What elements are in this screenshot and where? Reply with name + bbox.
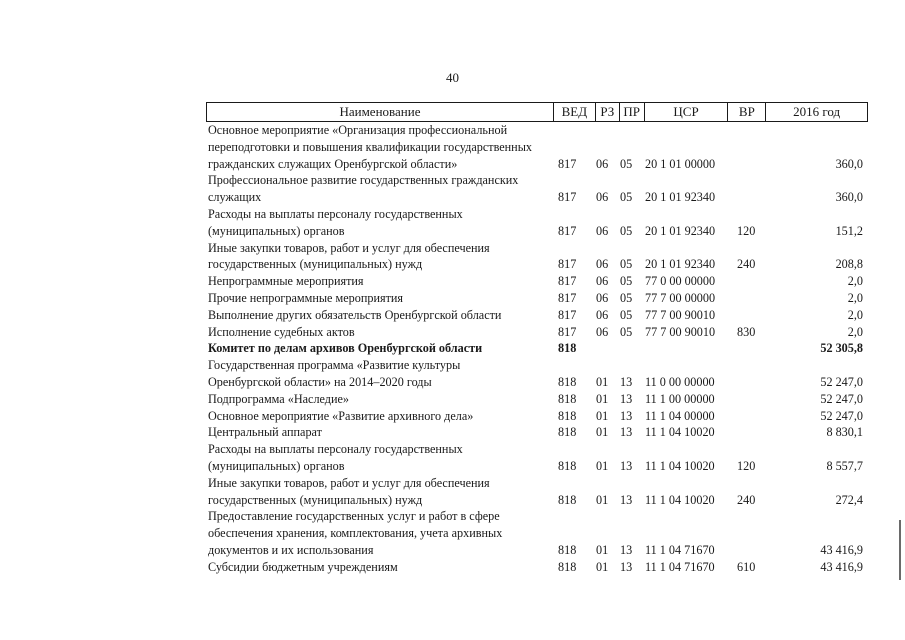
row-name-line: гражданских служащих Оренбургской области» xyxy=(208,156,458,171)
row-sum: 52 247,0 xyxy=(820,374,863,389)
header-sum: 2016 год xyxy=(793,104,841,119)
row-name xyxy=(206,307,558,324)
row-name-line: Непрограммные мероприятия xyxy=(208,274,364,289)
row-sum: 43 416,9 xyxy=(820,559,863,574)
row-csr: 11 0 00 00000 xyxy=(645,374,715,389)
row-sum: 52 247,0 xyxy=(820,391,863,406)
row-vr: 120 xyxy=(737,223,756,238)
row-pr: 13 xyxy=(620,391,633,406)
row-rz: 01 xyxy=(596,542,609,557)
row-pr: 13 xyxy=(620,374,633,389)
row-pr: 13 xyxy=(620,408,633,423)
table-row xyxy=(206,307,868,324)
row-csr: 20 1 01 92340 xyxy=(645,257,716,272)
row-name xyxy=(206,340,558,357)
row-name-line: документов и их использования xyxy=(208,542,374,557)
row-rz: 01 xyxy=(596,408,609,423)
table-row xyxy=(206,508,868,558)
row-csr: 11 1 04 00000 xyxy=(645,408,715,423)
row-name-line: Выполнение других обязательств Оренбургской области xyxy=(208,307,502,322)
row-rz: 06 xyxy=(596,223,609,238)
row-rz: 06 xyxy=(596,290,609,305)
budget-table xyxy=(206,102,868,576)
table-row xyxy=(206,408,868,425)
row-pr: 13 xyxy=(620,559,633,574)
row-vr: 240 xyxy=(737,257,756,272)
table-row xyxy=(206,240,868,274)
row-rz: 01 xyxy=(596,391,609,406)
row-sum: 360,0 xyxy=(835,156,863,171)
row-csr: 11 1 00 00000 xyxy=(645,391,715,406)
table-row xyxy=(206,559,868,576)
row-name-line: Комитет по делам архивов Оренбургской области xyxy=(208,341,483,356)
row-name xyxy=(206,559,558,576)
row-pr: 05 xyxy=(620,156,633,171)
row-name-line: Прочие непрограммные мероприятия xyxy=(208,290,404,305)
row-name xyxy=(206,172,558,206)
row-pr: 05 xyxy=(620,307,633,322)
row-name xyxy=(206,424,558,441)
row-rz: 06 xyxy=(596,257,609,272)
row-pr: 13 xyxy=(620,425,633,440)
row-sum: 43 416,9 xyxy=(820,542,863,557)
row-sum: 2,0 xyxy=(847,307,863,322)
row-rz: 01 xyxy=(596,425,609,440)
row-csr: 77 7 00 90010 xyxy=(645,307,716,322)
row-name xyxy=(206,475,558,509)
row-csr: 11 1 04 10020 xyxy=(645,425,715,440)
header-csr: ЦСР xyxy=(645,103,729,121)
row-rz: 01 xyxy=(596,374,609,389)
table-row xyxy=(206,273,868,290)
row-sum: 8 830,1 xyxy=(826,425,863,440)
row-rz: 01 xyxy=(596,458,609,473)
row-ved: 817 xyxy=(558,223,577,238)
header-vr: ВР xyxy=(728,103,766,121)
row-pr: 05 xyxy=(620,223,633,238)
row-ved: 818 xyxy=(558,391,577,406)
row-name-line: Исполнение судебных актов xyxy=(208,324,355,339)
table-row xyxy=(206,475,868,509)
page-number: 40 xyxy=(446,70,459,85)
row-vr: 610 xyxy=(737,559,756,574)
row-csr: 77 0 00 00000 xyxy=(645,274,716,289)
row-name xyxy=(206,122,558,172)
row-rz: 06 xyxy=(596,307,609,322)
row-ved: 818 xyxy=(558,341,577,356)
row-rz: 06 xyxy=(596,156,609,171)
row-ved: 817 xyxy=(558,156,577,171)
row-csr: 11 1 04 10020 xyxy=(645,458,715,473)
table-row xyxy=(206,206,868,240)
row-sum: 2,0 xyxy=(847,290,863,305)
table-row xyxy=(206,424,868,441)
row-name-line: государственных (муниципальных) нужд xyxy=(208,257,423,272)
row-name-line: Оренбургской области» на 2014–2020 годы xyxy=(208,374,432,389)
table-row xyxy=(206,441,868,475)
row-sum: 151,2 xyxy=(835,223,863,238)
row-name xyxy=(206,240,558,274)
table-row xyxy=(206,324,868,341)
row-ved: 817 xyxy=(558,324,577,339)
row-name xyxy=(206,273,558,290)
row-name xyxy=(206,357,558,391)
row-name-line: Расходы на выплаты персоналу государственных xyxy=(208,442,463,457)
table-row xyxy=(206,172,868,206)
row-name-line: Государственная программа «Развитие культуры xyxy=(208,358,461,373)
row-sum: 2,0 xyxy=(847,274,863,289)
row-pr: 13 xyxy=(620,542,633,557)
row-sum: 208,8 xyxy=(835,257,863,272)
row-name xyxy=(206,408,558,425)
row-ved: 818 xyxy=(558,542,577,557)
row-vr: 240 xyxy=(737,492,756,507)
row-pr: 05 xyxy=(620,257,633,272)
table-row xyxy=(206,290,868,307)
row-name-line: государственных (муниципальных) нужд xyxy=(208,492,423,507)
row-name-line: Иные закупки товаров, работ и услуг для обеспечения xyxy=(208,240,490,255)
row-pr: 05 xyxy=(620,190,633,205)
row-sum: 360,0 xyxy=(835,190,863,205)
table-row xyxy=(206,357,868,391)
row-vr: 830 xyxy=(737,324,756,339)
row-name xyxy=(206,324,558,341)
row-name-line: Центральный аппарат xyxy=(208,425,322,440)
row-csr: 11 1 04 71670 xyxy=(645,559,715,574)
row-ved: 817 xyxy=(558,190,577,205)
row-ved: 817 xyxy=(558,290,577,305)
row-name-line: (муниципальных) органов xyxy=(208,223,345,238)
row-pr: 13 xyxy=(620,458,633,473)
row-csr: 20 1 01 92340 xyxy=(645,223,716,238)
row-name-line: Субсидии бюджетным учреждениям xyxy=(208,559,398,574)
header-rz: РЗ xyxy=(596,103,620,121)
row-sum: 272,4 xyxy=(835,492,863,507)
row-pr: 05 xyxy=(620,324,633,339)
row-pr: 05 xyxy=(620,290,633,305)
row-csr: 20 1 01 92340 xyxy=(645,190,716,205)
row-name-line: служащих xyxy=(208,190,262,205)
row-rz: 01 xyxy=(596,492,609,507)
row-ved: 817 xyxy=(558,257,577,272)
row-name xyxy=(206,391,558,408)
row-sum: 8 557,7 xyxy=(826,458,863,473)
row-sum: 52 247,0 xyxy=(820,408,863,423)
row-ved: 817 xyxy=(558,274,577,289)
row-pr: 13 xyxy=(620,492,633,507)
row-name-line: Предоставление государственных услуг и работ в сфере xyxy=(208,509,500,524)
row-ved: 818 xyxy=(558,374,577,389)
table-row xyxy=(206,340,868,357)
row-name-line: Иные закупки товаров, работ и услуг для обеспечения xyxy=(208,475,490,490)
row-rz: 06 xyxy=(596,324,609,339)
row-csr: 20 1 01 00000 xyxy=(645,156,716,171)
table-row xyxy=(206,391,868,408)
row-csr: 11 1 04 10020 xyxy=(645,492,715,507)
row-name xyxy=(206,206,558,240)
row-pr: 05 xyxy=(620,274,633,289)
row-csr: 11 1 04 71670 xyxy=(645,542,715,557)
table-body xyxy=(206,122,868,576)
row-name-line: переподготовки и повышения квалификации государственных xyxy=(208,139,532,154)
row-ved: 818 xyxy=(558,492,577,507)
row-rz: 06 xyxy=(596,190,609,205)
row-name xyxy=(206,290,558,307)
header-ved: ВЕД xyxy=(554,103,596,121)
row-sum: 52 305,8 xyxy=(820,341,863,356)
row-ved: 818 xyxy=(558,425,577,440)
row-csr: 77 7 00 90010 xyxy=(645,324,716,339)
row-name-line: (муниципальных) органов xyxy=(208,458,345,473)
row-sum: 2,0 xyxy=(847,324,863,339)
row-ved: 818 xyxy=(558,458,577,473)
row-name-line: Профессиональное развитие государственных гражданских xyxy=(208,173,519,188)
scan-edge-mark xyxy=(899,520,901,580)
table-row xyxy=(206,122,868,172)
row-rz: 01 xyxy=(596,559,609,574)
header-name: Наименование xyxy=(207,103,554,121)
row-csr: 77 7 00 00000 xyxy=(645,290,716,305)
row-name xyxy=(206,508,558,558)
row-ved: 818 xyxy=(558,559,577,574)
row-ved: 818 xyxy=(558,408,577,423)
row-rz: 06 xyxy=(596,274,609,289)
row-name-line: Расходы на выплаты персоналу государственных xyxy=(208,206,463,221)
row-ved: 817 xyxy=(558,307,577,322)
table-header xyxy=(206,102,868,122)
row-name xyxy=(206,441,558,475)
row-name-line: обеспечения хранения, комплектования, учета архивных xyxy=(208,526,503,541)
row-name-line: Основное мероприятие «Развитие архивного дела» xyxy=(208,408,474,423)
row-name-line: Подпрограмма «Наследие» xyxy=(208,391,350,406)
row-name-line: Основное мероприятие «Организация профессиональной xyxy=(208,123,508,137)
row-vr: 120 xyxy=(737,458,756,473)
header-pr: ПР xyxy=(620,103,645,121)
